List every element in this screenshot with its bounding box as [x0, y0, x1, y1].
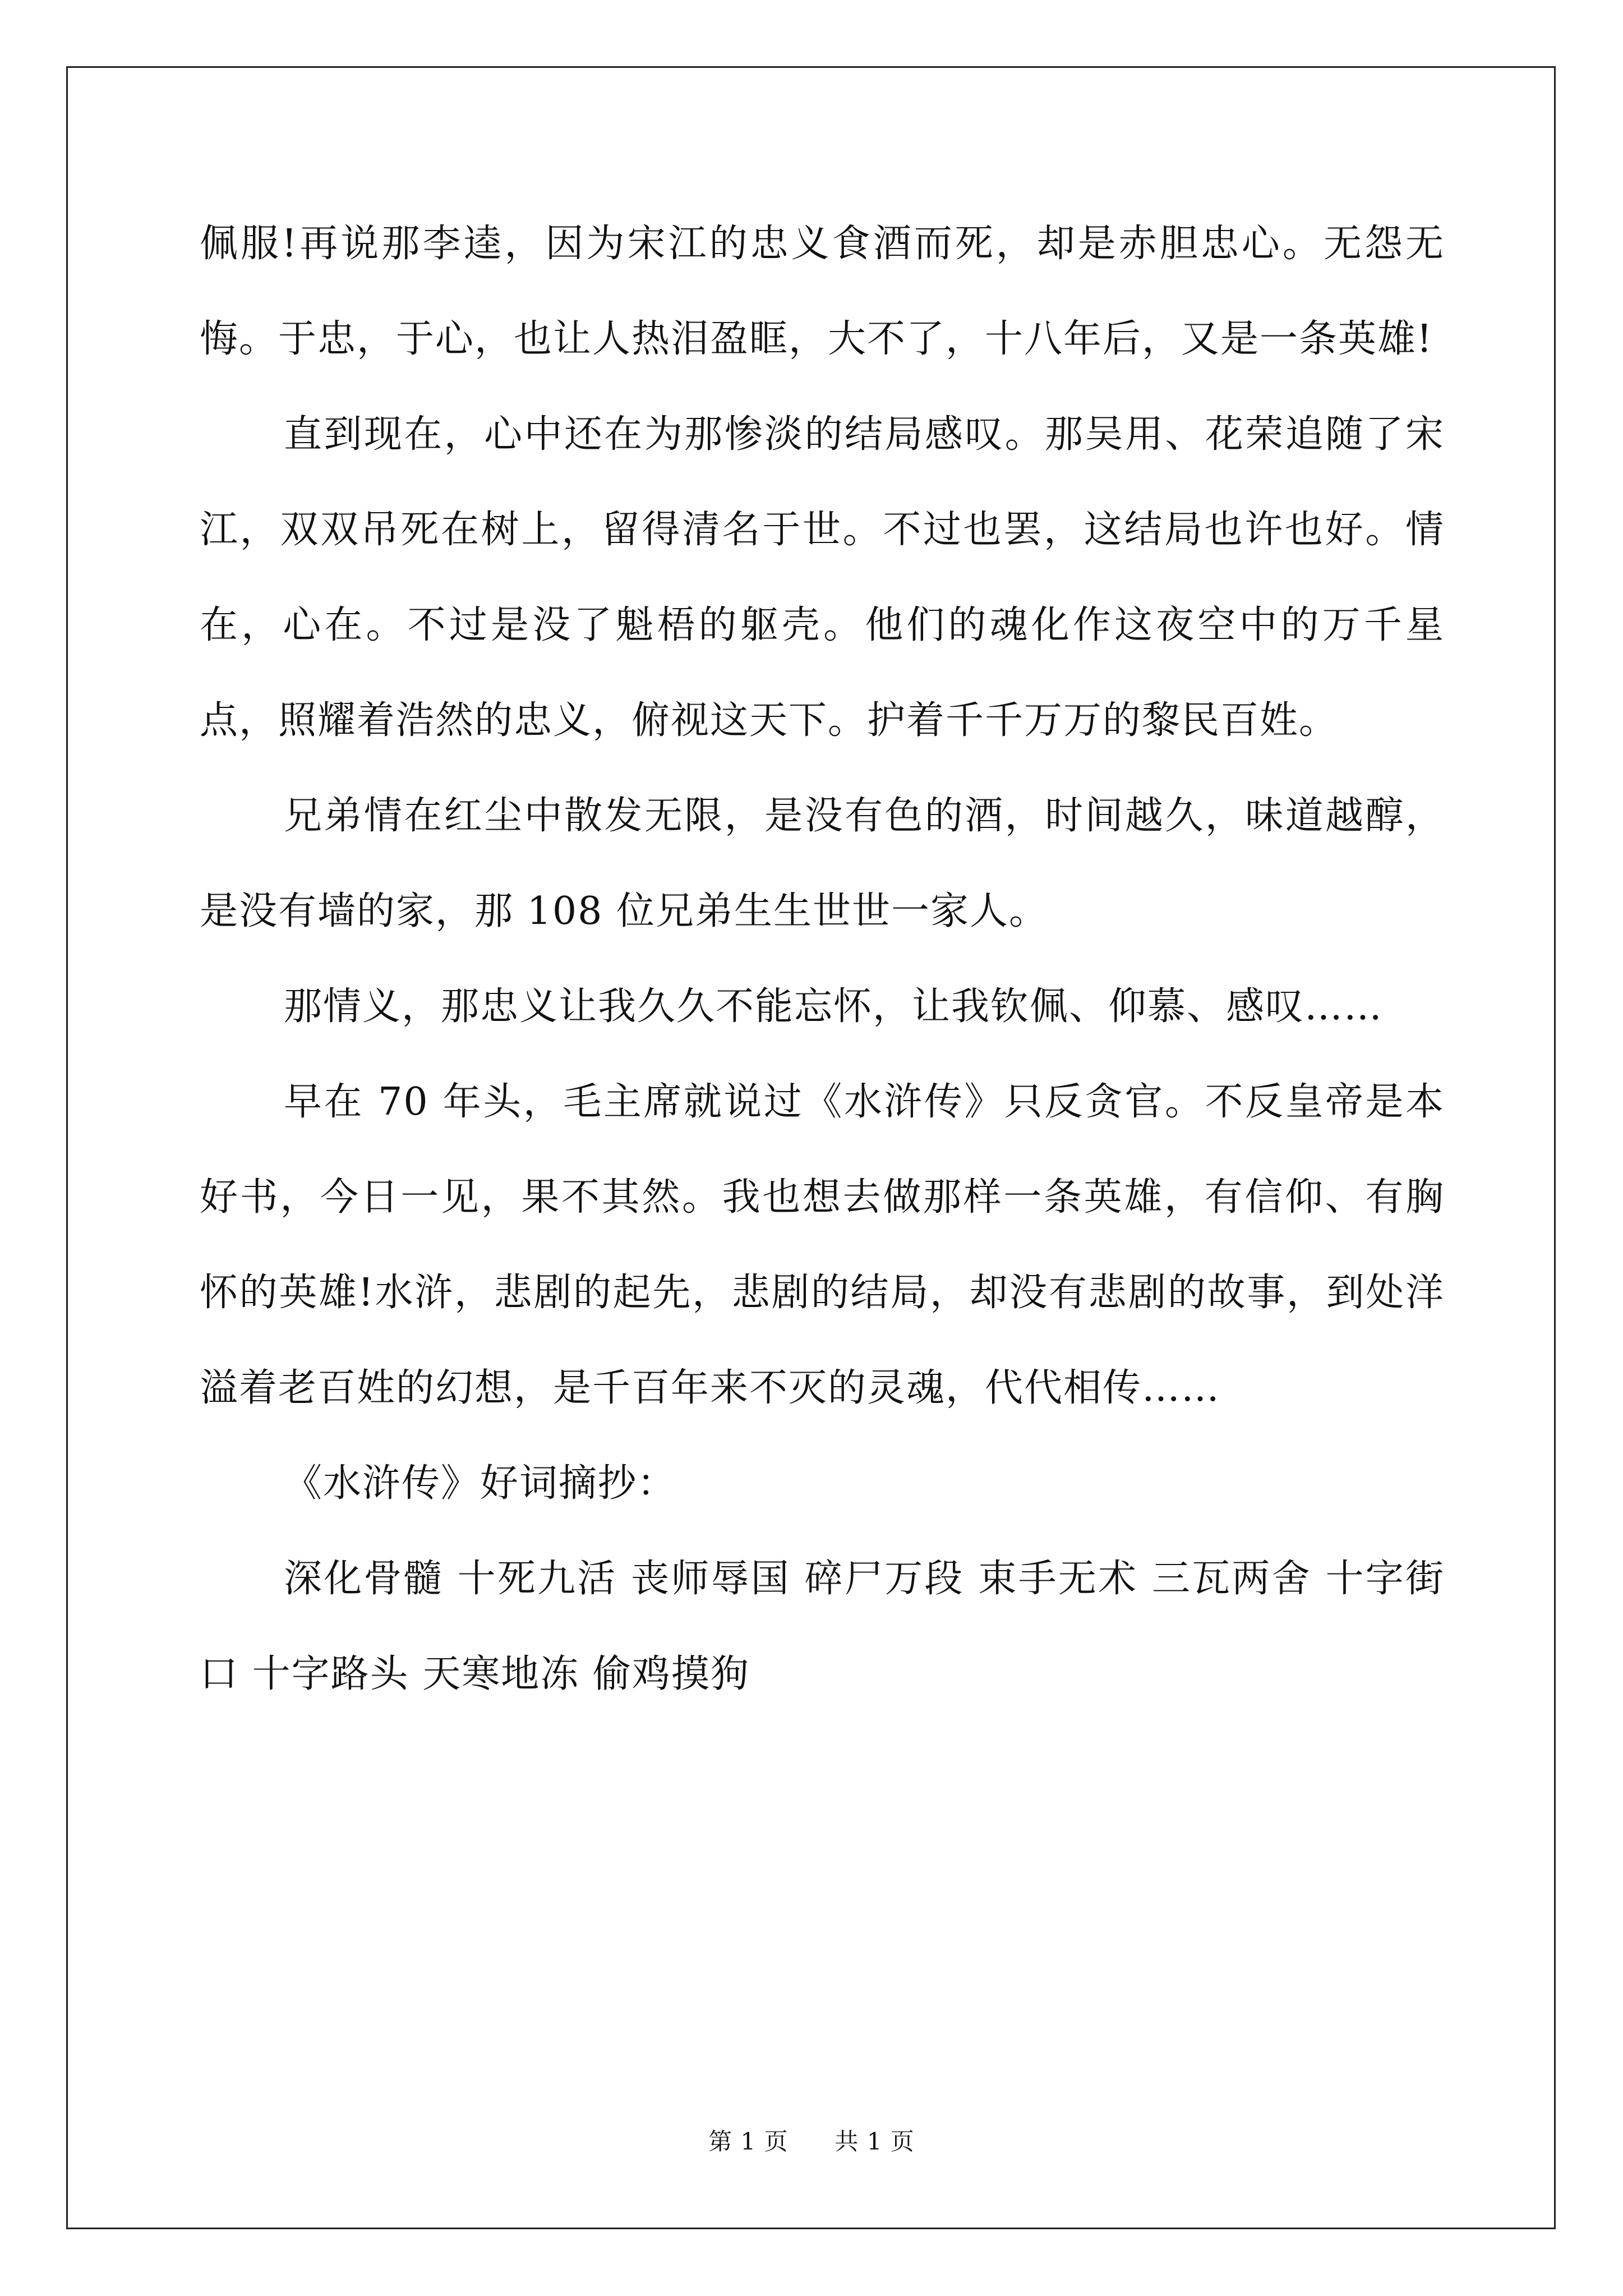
- paragraph: 佩服!再说那李逵，因为宋江的忠义食酒而死，却是赤胆忠心。无怨无悔。于忠，于心，也让人热泪盈眶，大不了，十八年后，又是一条英雄!: [200, 222, 1445, 361]
- paragraph: 《水浒传》好词摘抄：: [284, 1461, 677, 1506]
- page-footer: [0, 2125, 1623, 2159]
- paragraph: 兄弟情在红尘中散发无限，是没有色的酒，时间越久，味道越醇，是没有墙的家，那 108 位兄弟生生世世一家人。: [200, 794, 1445, 933]
- document-body: [200, 196, 1445, 1722]
- page-number-current: 第 1 页: [708, 2128, 789, 2155]
- paragraph: 深化骨髓 十死九活 丧师辱国 碎尸万段 束手无术 三瓦两舍 十字街口 十字路头 天寒地冻 偷鸡摸狗: [200, 1557, 1445, 1696]
- paragraph: 早在 70 年头，毛主席就说过《水浒传》只反贪官。不反皇帝是本好书，今日一见，果不其然。我也想去做那样一条英雄，有信仰、有胸怀的英雄!水浒，悲剧的起先，悲剧的结局，却没有悲剧的故事，到处洋溢着老百姓的幻想，是千百年来不灭的灵魂，代代相传……: [200, 1080, 1445, 1410]
- paragraph: 直到现在，心中还在为那惨淡的结局感叹。那吴用、花荣追随了宋江，双双吊死在树上，留得清名于世。不过也罢，这结局也许也好。情在，心在。不过是没了魁梧的躯壳。他们的魂化作这夜空中的万千星点，照耀着浩然的忠义，俯视这天下。护着千千万万的黎民百姓。: [200, 412, 1445, 743]
- paragraph: 那情义，那忠义让我久久不能忘怀，让我钦佩、仰慕、感叹……: [284, 984, 1384, 1029]
- page-number-total: 共 1 页: [834, 2128, 915, 2155]
